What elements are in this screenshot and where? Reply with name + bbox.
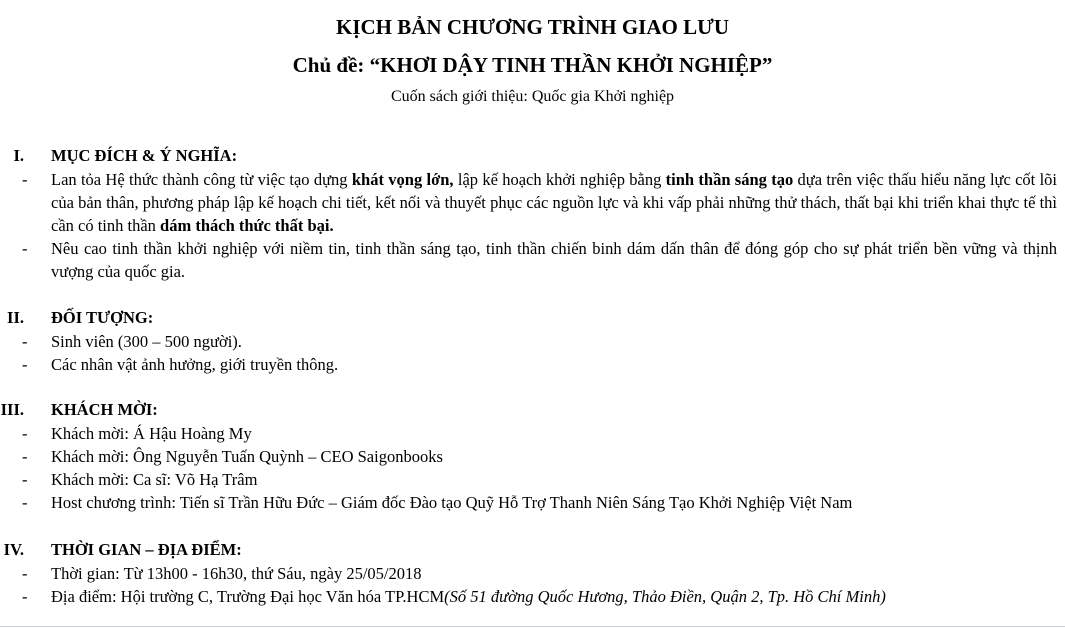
- bullet-dash: -: [22, 470, 28, 489]
- list-item: [0, 353, 1065, 376]
- section-title: MỤC ĐÍCH & Ý NGHĨA:: [51, 146, 238, 165]
- document-theme: Chủ đề: “KHƠI DẬY TINH THẦN KHỞI NGHIỆP”: [292, 53, 773, 77]
- section-purpose: [0, 145, 1065, 283]
- bullet-dash: -: [22, 493, 28, 512]
- list-item-text: Lan tỏa Hệ thức thành công từ việc tạo dựng khát vọng lớn, lập kế hoạch khởi nghiệp bằng tinh thần sáng tạo dựa trên việc thấu hiểu năng lực cốt lõi của bản thân, phương pháp lập kế hoạch chi tiết, kết nối và thuyết phục các nguồn lực và khi vấp phải những thử thách, thất bại khi triển khai thực tế thì cần có tinh thần dám thách thức thất bại.: [51, 170, 1057, 235]
- bullet-dash: -: [22, 355, 28, 374]
- list-item-time: [0, 562, 1065, 585]
- section-heading: [0, 307, 1065, 329]
- address-note: (Số 51 đường Quốc Hương, Thảo Điền, Quận 2, Tp. Hồ Chí Minh): [444, 587, 886, 606]
- list-item-text: Địa điểm: Hội trường C, Trường Đại học Văn hóa TP.HCM(Số 51 đường Quốc Hương, Thảo Điền, Quận 2, Tp. Hồ Chí Minh): [51, 587, 886, 606]
- section-heading: [0, 145, 1065, 167]
- list-item-text: Các nhân vật ảnh hưởng, giới truyền thông.: [51, 355, 339, 374]
- list-item: [0, 445, 1065, 468]
- bullet-dash: -: [22, 424, 28, 443]
- bullet-dash: -: [22, 564, 28, 583]
- section-title: KHÁCH MỜI:: [51, 400, 158, 419]
- list-item: [0, 422, 1065, 445]
- section-number: IV.: [3, 540, 24, 559]
- list-item-text: Khách mời: Ông Nguyễn Tuấn Quỳnh – CEO Saigonbooks: [51, 447, 443, 466]
- list-item-text: Nêu cao tinh thần khởi nghiệp với niềm tin, tinh thần sáng tạo, tinh thần chiến binh dám dấn thân để đóng góp cho sự phát triển bền vững và thịnh vượng của quốc gia.: [51, 239, 1057, 281]
- list-item: [0, 237, 1065, 283]
- list-item-text: Khách mời: Ca sĩ: Võ Hạ Trâm: [51, 470, 258, 489]
- list-item-text: Sinh viên (300 – 500 người).: [51, 332, 242, 351]
- list-item-place: [0, 585, 1065, 608]
- section-audience: [0, 307, 1065, 376]
- section-time-place: [0, 539, 1065, 608]
- section-heading: [0, 399, 1065, 421]
- document-subtitle: Cuốn sách giới thiệu: Quốc gia Khởi nghiệp: [390, 88, 675, 105]
- section-number: III.: [0, 400, 24, 419]
- section-number: II.: [7, 308, 24, 327]
- list-item: [0, 491, 1065, 514]
- bullet-dash: -: [22, 447, 28, 466]
- document-title: KỊCH BẢN CHƯƠNG TRÌNH GIAO LƯU: [335, 15, 729, 39]
- list-item: [0, 168, 1065, 237]
- section-title: THỜI GIAN – ĐỊA ĐIỂM:: [51, 540, 242, 559]
- list-item: [0, 468, 1065, 491]
- section-title: ĐỐI TƯỢNG:: [51, 308, 154, 327]
- bullet-dash: -: [22, 587, 28, 606]
- list-item-text: Host chương trình: Tiến sĩ Trần Hữu Đức – Giám đốc Đào tạo Quỹ Hỗ Trợ Thanh Niên Sáng Tạo Khởi Nghiệp Việt Nam: [51, 493, 853, 512]
- bullet-dash: -: [22, 170, 28, 189]
- bullet-dash: -: [22, 332, 28, 351]
- list-item-text: Khách mời: Á Hậu Hoàng My: [51, 424, 252, 443]
- list-item: [0, 330, 1065, 353]
- section-heading: [0, 539, 1065, 561]
- page-bottom-border: [0, 626, 1065, 627]
- section-guests: [0, 399, 1065, 514]
- bullet-dash: -: [22, 239, 28, 258]
- list-item-text: Thời gian: Từ 13h00 - 16h30, thứ Sáu, ngày 25/05/2018: [51, 564, 422, 583]
- section-number: I.: [13, 146, 24, 165]
